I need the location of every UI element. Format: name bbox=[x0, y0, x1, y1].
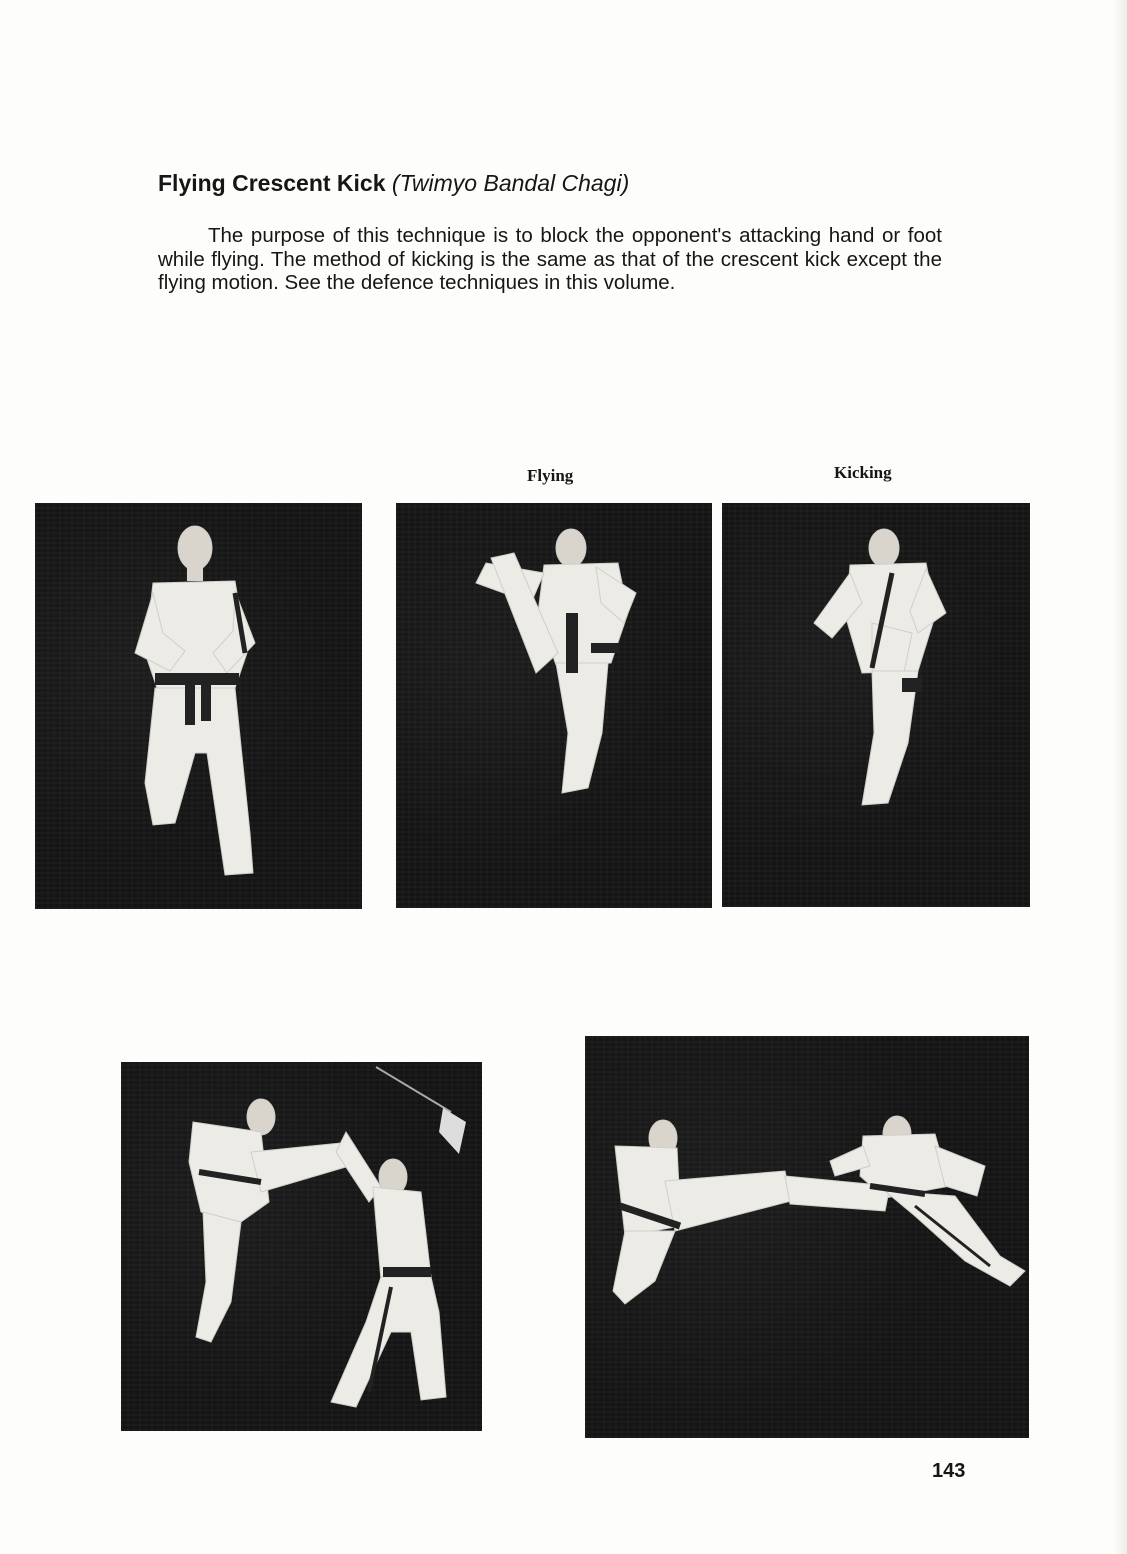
photo-mid-air-clash bbox=[585, 1036, 1029, 1438]
heading-title: Flying Crescent Kick bbox=[158, 170, 386, 196]
heading-subtitle: (Twimyo Bandal Chagi) bbox=[391, 170, 630, 196]
figures-block-demo bbox=[121, 1062, 482, 1431]
section-heading bbox=[158, 168, 629, 198]
photo-block-demo bbox=[121, 1062, 482, 1431]
body-paragraph: The purpose of this technique is to block the opponent's attacking hand or foot while flying. The method of kicking is the same as that of the crescent kick except the flying motion. See the defence techniques in this volume. bbox=[158, 224, 942, 294]
photo-flying bbox=[396, 503, 712, 908]
page-number: 143 bbox=[932, 1460, 966, 1482]
figures-mid-air-clash bbox=[585, 1036, 1029, 1438]
figure-flying bbox=[396, 503, 712, 908]
photo-kicking bbox=[722, 503, 1030, 907]
photo-ready-stance bbox=[35, 503, 362, 909]
figure-kicking bbox=[722, 503, 1030, 907]
figure-standing bbox=[35, 503, 362, 909]
page-edge bbox=[1113, 0, 1127, 1554]
caption-kicking: Kicking bbox=[834, 463, 892, 482]
caption-flying: Flying bbox=[527, 466, 574, 485]
